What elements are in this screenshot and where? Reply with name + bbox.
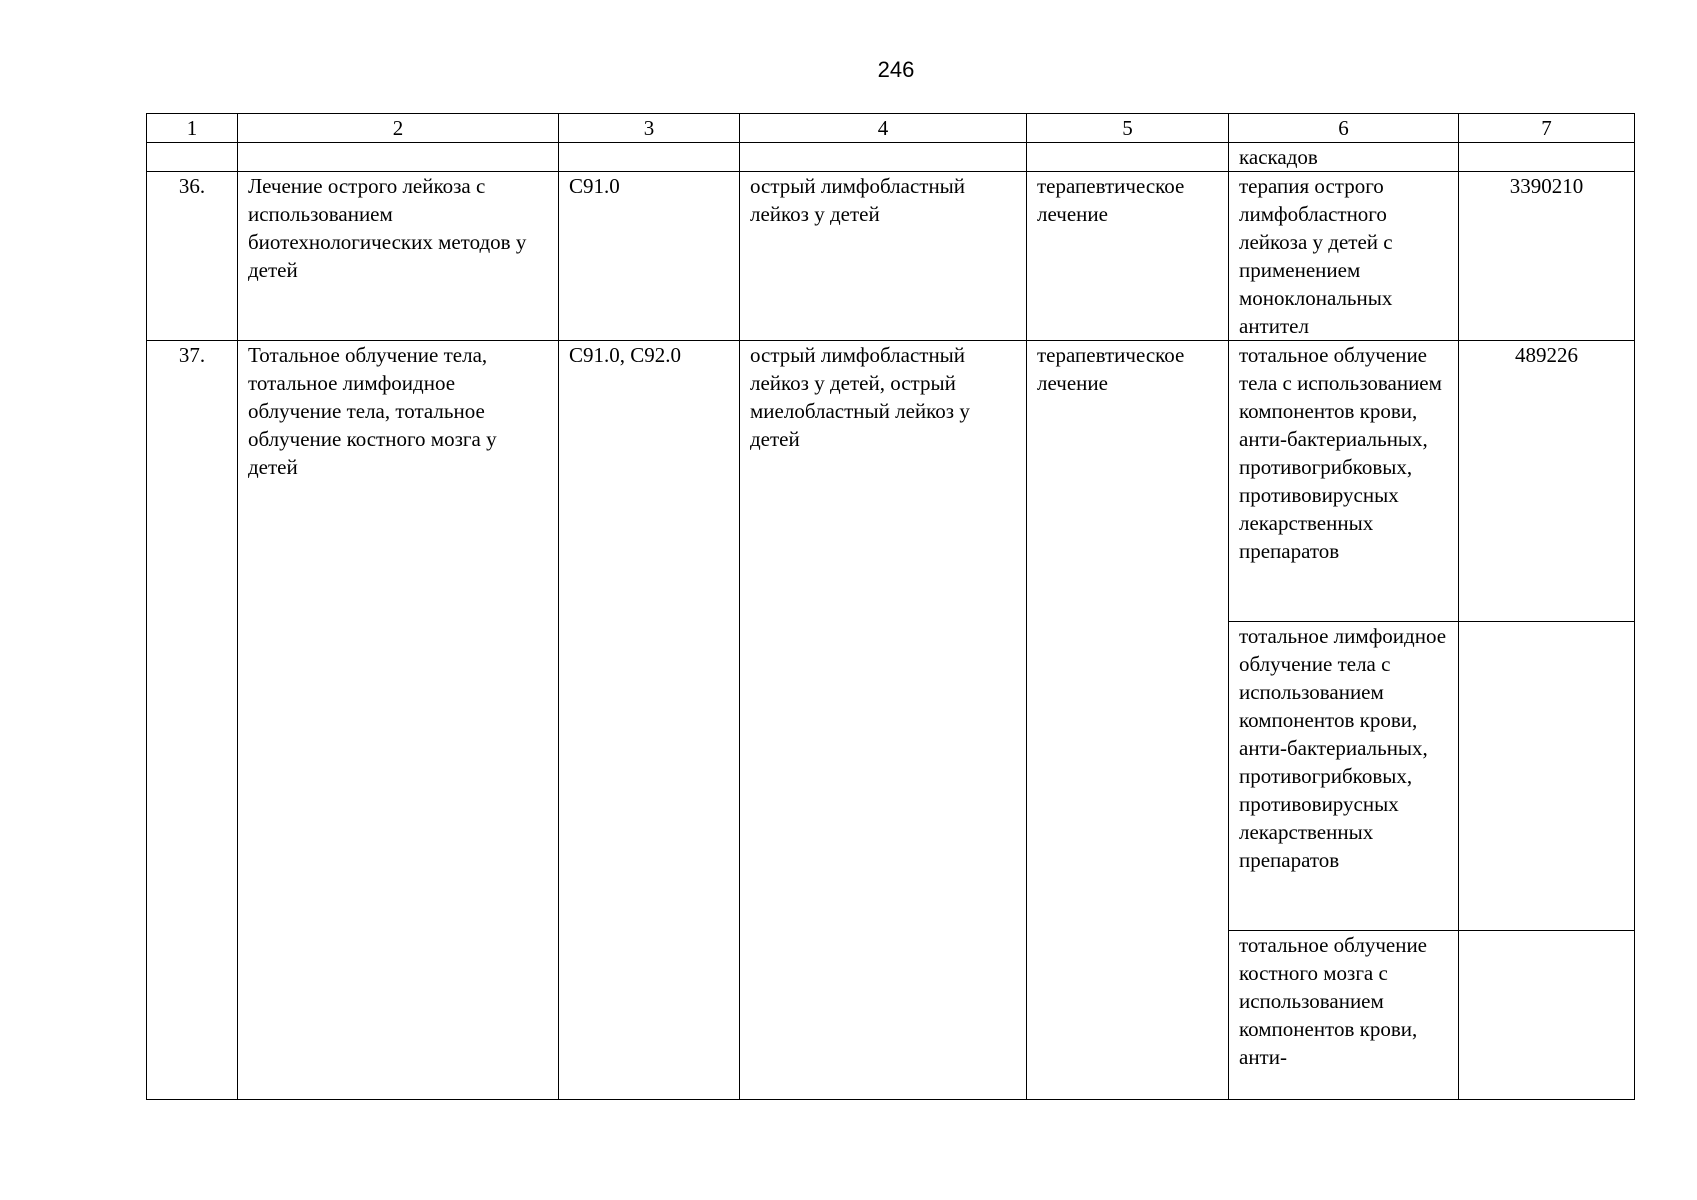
header-cell-3: 3 — [559, 114, 740, 143]
cost-value: 3390210 — [1459, 172, 1635, 341]
icd-code: C91.0 — [559, 172, 740, 341]
continuation-row — [147, 143, 1635, 172]
header-cell-4: 4 — [740, 114, 1027, 143]
icd-code: C91.0, C92.0 — [559, 341, 740, 1100]
row-number: 37. — [147, 341, 238, 1100]
services-table — [146, 113, 1635, 1100]
cont-cell-2 — [238, 143, 559, 172]
table-row-37 — [147, 341, 1635, 622]
service-name: Тотальное облучение тела, тотальное лимфоидное облучение тела, тотальное облучение костного мозга у детей — [238, 341, 559, 1100]
cont-cell-3 — [559, 143, 740, 172]
treatment-type: терапевтическое лечение — [1027, 172, 1229, 341]
cont-cell-7 — [1459, 143, 1635, 172]
header-cell-5: 5 — [1027, 114, 1229, 143]
cont-cell-method: каскадов — [1229, 143, 1459, 172]
row-number: 36. — [147, 172, 238, 341]
header-cell-2: 2 — [238, 114, 559, 143]
cont-cell-5 — [1027, 143, 1229, 172]
treatment-method: терапия острого лимфобластного лейкоза у детей с применением моноклональных антител — [1229, 172, 1459, 341]
page-number: 246 — [877, 57, 915, 82]
cost-value-empty — [1459, 622, 1635, 931]
treatment-type: терапевтическое лечение — [1027, 341, 1229, 1100]
cont-cell-4 — [740, 143, 1027, 172]
cost-value: 489226 — [1459, 341, 1635, 622]
header-cell-6: 6 — [1229, 114, 1459, 143]
table-row-36 — [147, 172, 1635, 341]
treatment-method: тотальное облучение костного мозга с использованием компонентов крови, анти- — [1229, 931, 1459, 1100]
header-cell-1: 1 — [147, 114, 238, 143]
header-cell-7: 7 — [1459, 114, 1635, 143]
cost-value-empty — [1459, 931, 1635, 1100]
patient-model: острый лимфобластный лейкоз у детей — [740, 172, 1027, 341]
treatment-method: тотальное лимфоидное облучение тела с использованием компонентов крови, анти-бактериальных, противогрибковых, противовирусных лекарственных препаратов — [1229, 622, 1459, 931]
cont-cell-1 — [147, 143, 238, 172]
header-row — [147, 114, 1635, 143]
patient-model: острый лимфобластный лейкоз у детей, острый миелобластный лейкоз у детей — [740, 341, 1027, 1100]
service-name: Лечение острого лейкоза с использованием биотехнологических методов у детей — [238, 172, 559, 341]
treatment-method: тотальное облучение тела с использованием компонентов крови, анти-бактериальных, противогрибковых, противовирусных лекарственных препаратов — [1229, 341, 1459, 622]
